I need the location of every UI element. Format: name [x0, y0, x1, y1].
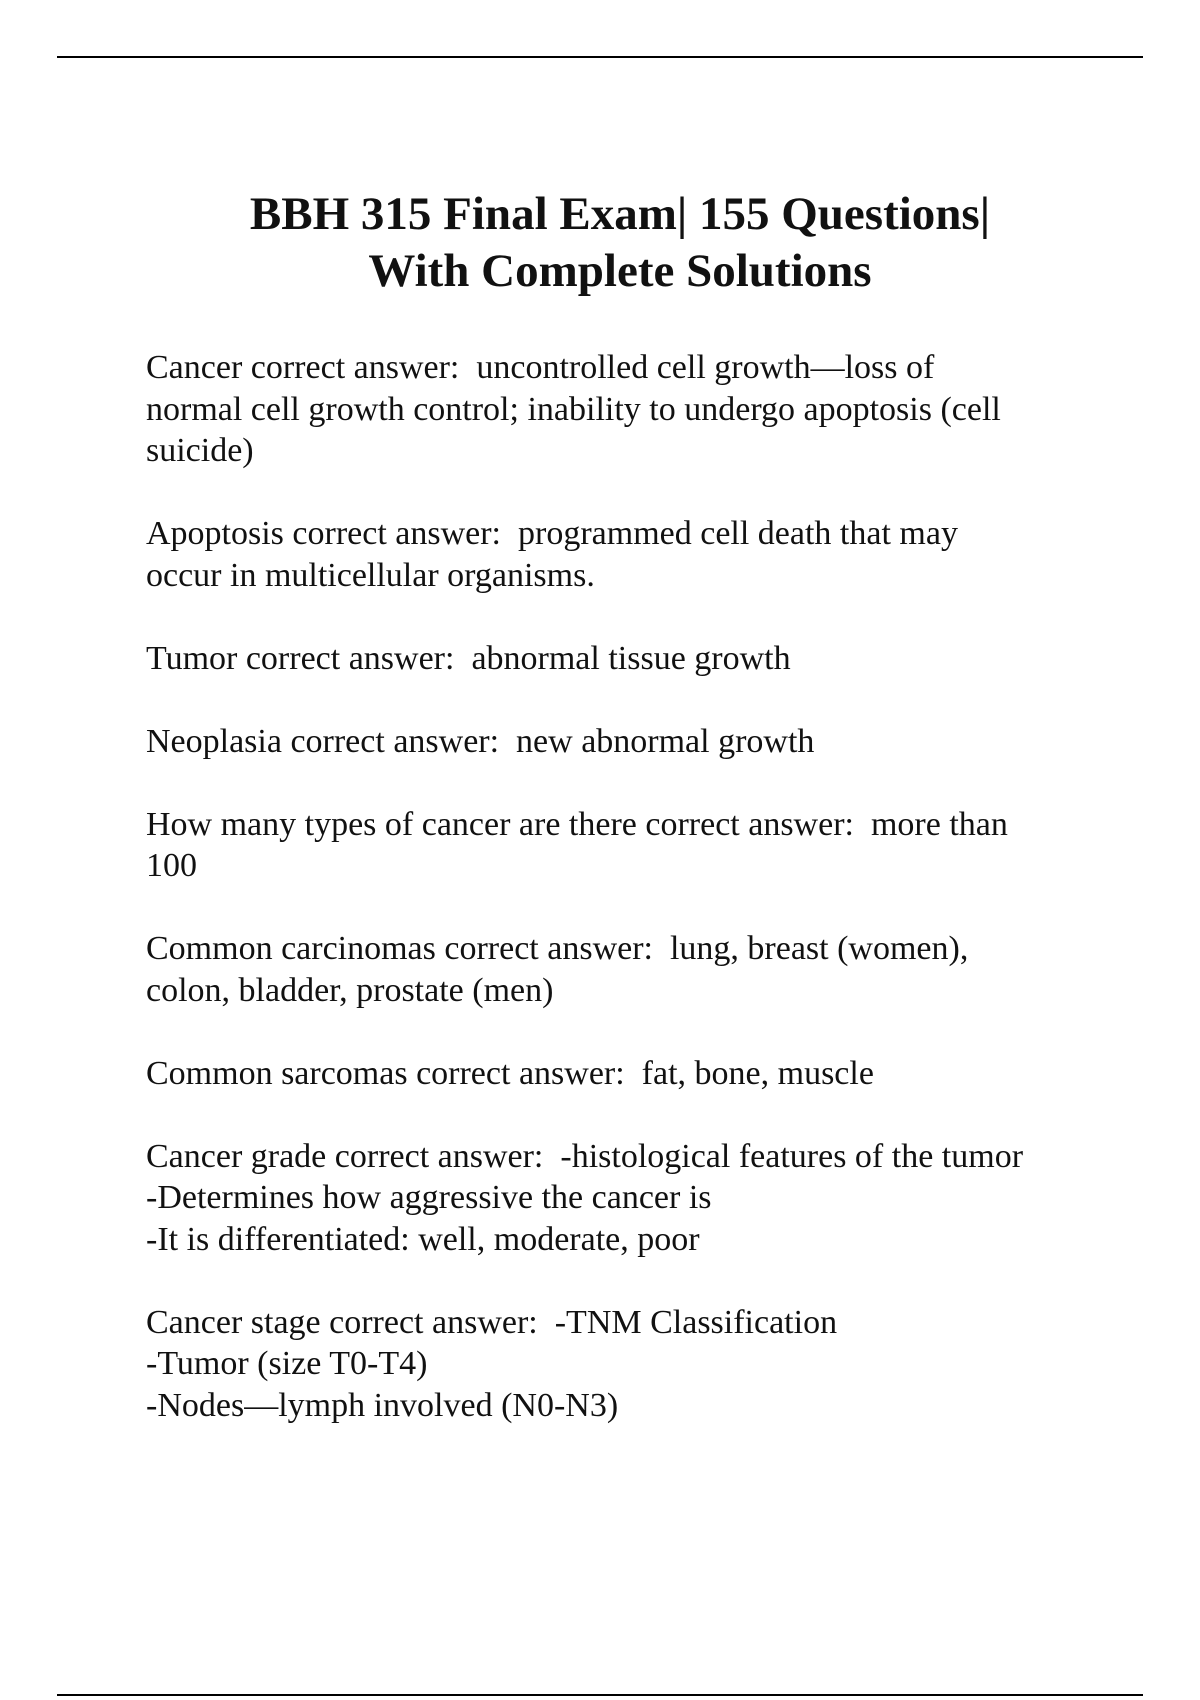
footer-rule — [57, 1694, 1143, 1696]
qa-entry-cancer-types — [146, 804, 1146, 887]
qa-entry-apoptosis — [146, 513, 1146, 596]
qa-entry-tumor — [146, 638, 1146, 680]
qa-entry-neoplasia — [146, 721, 1146, 763]
qa-line: Neoplasia correct answer: new abnormal growth — [146, 722, 815, 760]
title-line-2: With Complete Solutions — [368, 245, 872, 297]
qa-line: occur in multicellular organisms. — [146, 556, 595, 594]
header-rule — [57, 56, 1143, 58]
qa-line: How many types of cancer are there correct answer: more than — [146, 805, 1008, 843]
qa-line: suicide) — [146, 432, 254, 469]
qa-line: normal cell growth control; inability to undergo apoptosis (cell — [146, 390, 1001, 428]
qa-line: -Determines how aggressive the cancer is — [146, 1179, 712, 1216]
qa-line: -Tumor (size T0-T4) — [146, 1345, 428, 1382]
qa-line: Tumor correct answer: abnormal tissue growth — [146, 639, 791, 677]
qa-entry-cancer-stage — [146, 1302, 1146, 1427]
qa-line: colon, bladder, prostate (men) — [146, 971, 554, 1009]
document-title — [0, 186, 1200, 300]
qa-line: -It is differentiated: well, moderate, poor — [146, 1220, 700, 1258]
qa-line: Cancer correct answer: uncontrolled cell growth—loss of — [146, 349, 935, 386]
qa-list — [146, 347, 1146, 1468]
title-line-1: BBH 315 Final Exam| 155 Questions| — [249, 188, 991, 240]
qa-line: -Nodes—lymph involved (N0-N3) — [146, 1386, 619, 1424]
qa-line: Apoptosis correct answer: programmed cell death that may — [146, 515, 958, 552]
qa-line: Cancer stage correct answer: -TNM Classification — [146, 1303, 838, 1341]
qa-entry-cancer — [146, 347, 1146, 472]
qa-line: Cancer grade correct answer: -histological features of the tumor — [146, 1137, 1024, 1175]
qa-line: Common sarcomas correct answer: fat, bone, muscle — [146, 1054, 874, 1092]
qa-line: Common carcinomas correct answer: lung, breast (women), — [146, 930, 969, 967]
qa-entry-cancer-grade — [146, 1136, 1146, 1261]
qa-entry-carcinomas — [146, 928, 1146, 1011]
qa-entry-sarcomas — [146, 1053, 1146, 1095]
qa-line: 100 — [146, 847, 197, 884]
